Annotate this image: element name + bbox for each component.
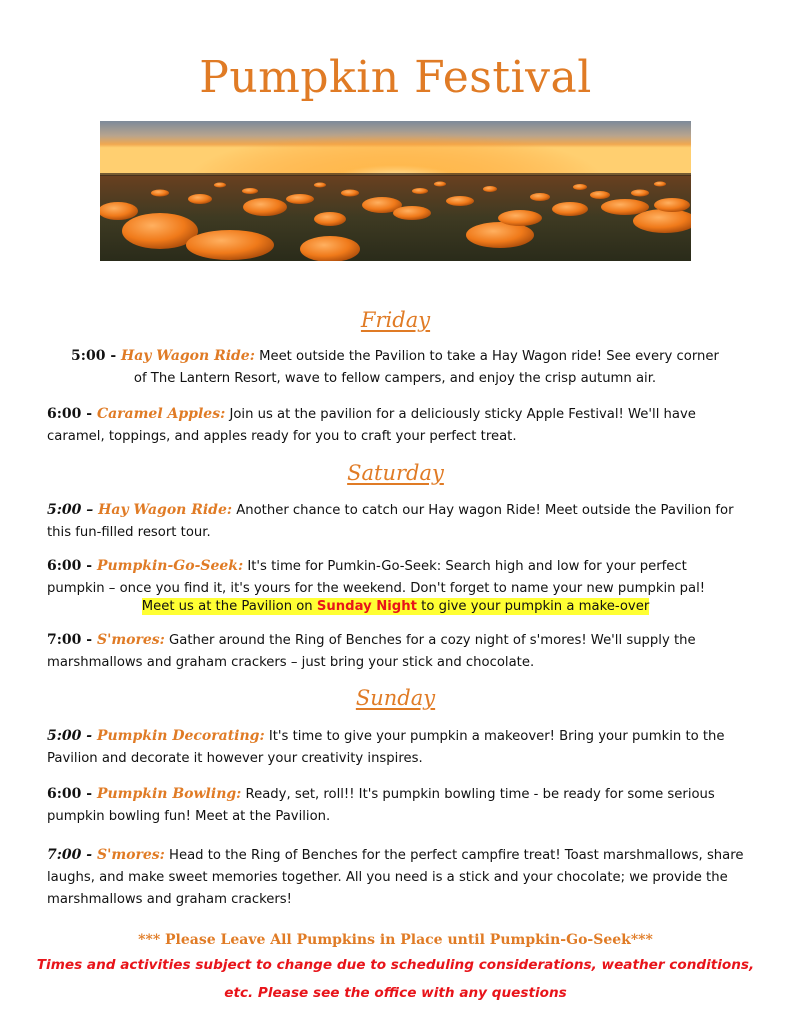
entry-text: Join us at the pavilion for a deliciously sticky Apple Festival! We'll have caramel, toppings, and apples ready for you to craft your perfect treat. — [47, 407, 696, 444]
day-heading-saturday: Saturday — [347, 461, 444, 485]
sunday-night-highlight — [0, 597, 791, 617]
disclaimer-line-1: Times and activities subject to change due to scheduling considerations, weather conditions, — [36, 957, 755, 973]
entry-text: Another chance to catch our Hay wagon Ride! Meet outside the Pavilion for this fun-filled resort tour. — [47, 503, 734, 540]
highlight-text — [142, 598, 650, 615]
entry-text: Meet outside the Pavilion to take a Hay Wagon ride! See every corner — [254, 349, 719, 364]
entry-activity: Hay Wagon Ride: — [121, 348, 255, 364]
entry-text: of The Lantern Resort, wave to fellow campers, and enjoy the crisp autumn air. — [133, 371, 657, 386]
entry-time: 6:00 - — [47, 558, 97, 574]
entry-text: It's time to give your pumpkin a makeover! Bring your pumkin to the Pavilion and decorate it however your creativity inspires. — [47, 729, 725, 766]
entry-activity: S'mores: — [96, 847, 165, 863]
highlight-text-b: to give your pumpkin a make-over — [416, 599, 650, 614]
pumpkin-field-sunset-icon — [100, 121, 691, 261]
entry-text: Gather around the Ring of Benches for a cozy night of s'mores! We'll supply the marshmallows and graham crackers – just bring your stick and chocolate. — [47, 633, 696, 670]
entry-time: 7:00 - — [47, 847, 97, 863]
pumpkin-field-image — [100, 121, 691, 261]
entry-text: Ready, set, roll!! It's pumpkin bowling time - be ready for some serious pumpkin bowling fun! Meet at the Pavilion. — [47, 787, 715, 824]
entry-activity: Pumpkin Bowling: — [96, 786, 242, 802]
day-heading-sunday: Sunday — [355, 686, 436, 710]
friday-caramel-apples-entry — [47, 403, 747, 448]
highlight-text-a: Meet us at the Pavilion on — [141, 599, 317, 614]
entry-time: 6:00 - — [47, 786, 97, 802]
entry-time: 7:00 - — [47, 632, 97, 648]
pumpkin-note: *** Please Leave All Pumpkins in Place until Pumpkin-Go-Seek*** — [138, 932, 653, 948]
page-title: Pumpkin Festival — [199, 52, 592, 103]
disclaimer-line-2: etc. Please see the office with any questions — [224, 985, 567, 1001]
saturday-smores-entry — [47, 629, 747, 674]
highlight-sunday-night: Sunday Night — [316, 599, 417, 614]
entry-activity: Pumpkin Decorating: — [96, 728, 265, 744]
entry-time: 5:00 – — [47, 502, 99, 518]
sunday-pumpkin-bowling-entry — [47, 783, 747, 828]
sunday-pumpkin-decorating-entry — [47, 725, 747, 770]
entry-text: Head to the Ring of Benches for the perfect campfire treat! Toast marshmallows, share laughs, and make sweet memories together. All you need is a stick and your chocolate; we provide the marshmallows and graham crackers! — [47, 848, 744, 907]
entry-time: 5:00 - — [47, 728, 97, 744]
saturday-pumpkin-go-seek-entry — [47, 555, 747, 600]
entry-activity: Caramel Apples: — [96, 406, 226, 422]
entry-activity: Pumpkin-Go-Seek: — [96, 558, 244, 574]
sunday-smores-entry — [47, 844, 747, 911]
saturday-hay-wagon-entry — [47, 499, 747, 544]
entry-time: 5:00 - — [71, 348, 121, 364]
entry-text: It's time for Pumkin-Go-Seek: Search high and low for your perfect pumpkin – once you find it, it's yours for the weekend. Don't forget to name your new pumpkin pal! — [47, 559, 706, 596]
entry-activity: Hay Wagon Ride: — [98, 502, 233, 518]
day-heading-friday: Friday — [360, 308, 431, 332]
entry-time: 6:00 - — [47, 406, 97, 422]
friday-hay-wagon-entry — [30, 345, 760, 390]
entry-activity: S'mores: — [96, 632, 165, 648]
